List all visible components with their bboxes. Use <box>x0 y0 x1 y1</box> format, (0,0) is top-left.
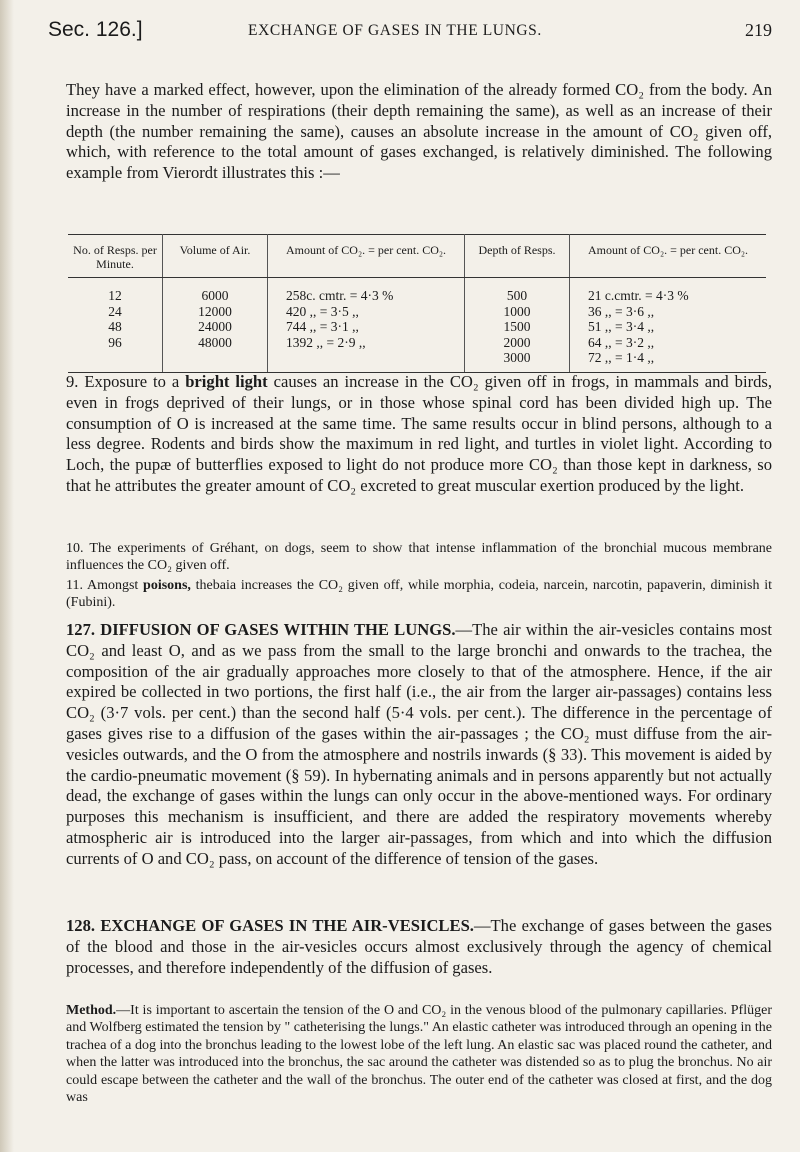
table-cell: 744 ,, = 3·1 ,, <box>268 319 465 335</box>
paragraph-text: thebaia increases the CO₂ given off, while morphia, codeia, narcein, narcotin, papaverin, diminish it (Fubini). <box>66 578 773 611</box>
table-cell: 6000 <box>163 278 268 304</box>
section-128 <box>66 916 772 978</box>
table-cell: 48 <box>68 319 163 335</box>
method-text: —It is important to ascertain the tension of the O and CO₂ in the venous blood of the pulmonary capillaries. Pflüger and Wolfberg estimated the tension by " catheterising the lungs." An elastic catheter was introduced through an opening in the trachea of a dog into the bronchus leading to the lowest lobe of the left lung. An elastic sac was placed round the catheter, and when the latter was introduced into the bronchus, the sac around the catheter was distended so as to plug the bronchus. No air could escape between the catheter and the wall of the bronchus. The outer end of the catheter was closed at first, and the dog was <box>66 1003 772 1106</box>
col-header-volume: Volume of Air. <box>163 235 268 278</box>
page-edge-shadow <box>0 0 14 1152</box>
col-header-resps: No. of Resps. per Minute. <box>68 235 163 278</box>
method-paragraph <box>66 1002 772 1106</box>
paragraph-text: causes an increase in the CO₂ given off in frogs, in mammals and birds, even in frogs deprived of their lungs, or in those whose spinal cord has been divided high up. The consumption of O is increased at the same time. The same results occur in blind persons, although to a less degree. Rodents and birds show the maximum in red light, and turtles in violet light. According to Loch, the pupæ of butterflies exposed to light do not produce more CO₂ than those kept in darkness, so that he attributes the greater amount of CO₂ excreted to great muscular exertion produced by the light. <box>66 372 773 495</box>
table-row <box>68 278 766 304</box>
table-cell <box>163 350 268 372</box>
table-cell: 51 ,, = 3·4 ,, <box>588 319 655 334</box>
running-title: EXCHANGE OF GASES IN THE LUNGS. <box>248 22 542 39</box>
section-heading: 127. DIFFUSION OF GASES WITHIN THE LUNGS. <box>66 620 456 639</box>
table-cell <box>68 350 163 372</box>
table-header-row <box>68 235 766 278</box>
intro-paragraph: They have a marked effect, however, upon the elimination of the already formed CO₂ from the body. An increase in the number of respirations (their depth remaining the same), as well as an increase of their depth (the number remaining the same), causes an absolute increase in the amount of CO₂ given off, which, with reference to the total amount of gases exchanged, is relatively diminished. The following example from Vierordt illustrates this :— <box>66 80 772 183</box>
running-header <box>48 18 772 48</box>
table-cell: 1000 <box>465 304 570 320</box>
page-number: 219 <box>745 20 772 40</box>
table-cell: 96 <box>68 335 163 351</box>
bold-term: poisons, <box>143 578 191 593</box>
table-row <box>68 335 766 351</box>
paragraph-lead: 11. Amongst <box>66 578 144 593</box>
col-header-amount-1: Amount of CO₂. = per cent. CO₂. <box>268 235 465 278</box>
table-cell: 500 <box>465 278 570 304</box>
paragraph-10: 10. The experiments of Gréhant, on dogs, seem to show that intense inflammation of the bronchial mucous membrane influences the CO₂ given off. <box>66 541 772 574</box>
table-cell: 258c. cmtr. = 4·3 % <box>268 278 465 304</box>
bold-term: bright light <box>185 372 268 391</box>
section-heading: 128. EXCHANGE OF GASES IN THE AIR-VESICLES. <box>66 916 474 935</box>
method-label: Method. <box>66 1003 117 1018</box>
section-text: —The air within the air-vesicles contains most CO₂ and least O, and as we pass from the small to the large bronchi and onwards to the trachea, the composition of the air gradually approaches more closely to that of the atmosphere. Hence, if the air expired be collected in two portions, the first half (i.e., the air from the larger air-passages) contains less CO₂ (3·7 vols. per cent.) than the second half (5·4 vols. per cent.). The difference in the percentage of gases gives rise to a diffusion of the gases within the air-passages ; the CO₂ must diffuse from the air-vesicles outwards, and the O from the atmosphere and nostrils inwards (§ 33). This movement is aided by the cardio-pneumatic movement (§ 59). In hybernating animals and in persons apparently but not actually dead, the exchange of gases within the lungs can only occur in the above-mentioned ways. For ordinary purposes this mechanism is insufficient, and there are added the respiratory movements whereby atmospheric air is introduced into the larger air-passages, from which and into which the diffusion currents of O and CO₂ pass, on account of the difference of tension of the gases. <box>66 620 772 868</box>
table-cell: 24 <box>68 304 163 320</box>
table-cell: 72 ,, = 1·4 ,, <box>570 350 767 372</box>
table-cell <box>268 350 465 372</box>
col-header-depth: Depth of Resps. <box>465 235 570 278</box>
col-header-amount-2: Amount of CO₂. = per cent. CO₂. <box>570 235 767 278</box>
table-cell: 48000 <box>163 335 268 351</box>
section-reference: Sec. 126.] <box>48 18 143 41</box>
vierordt-table <box>68 234 766 373</box>
table-cell: 21 c.cmtr. = 4·3 % <box>588 288 689 303</box>
table-cell: 36 ,, = 3·6 ,, <box>588 303 655 319</box>
paragraph-11 <box>66 577 772 612</box>
section-127 <box>66 620 772 870</box>
table-cell: 1500 <box>465 319 570 335</box>
table-cell: 64 ,, = 3·2 ,, <box>588 334 655 350</box>
table-cell: 2000 <box>465 335 570 351</box>
table-cell: 12000 <box>163 304 268 320</box>
table-cell: 1392 ,, = 2·9 ,, <box>268 335 465 351</box>
table-row <box>68 350 766 372</box>
table-cell: 24000 <box>163 319 268 335</box>
paragraph-9 <box>66 372 772 497</box>
table-cell: 3000 <box>465 350 570 372</box>
table-row <box>68 319 766 335</box>
table-row <box>68 304 766 320</box>
section-text: —The exchange of gases between the gases of the blood and those in the air-vesicles occurs almost exclusively through the agency of chemical processes, and therefore independently of the diffusion of gases. <box>66 916 772 977</box>
table-cell: 12 <box>68 278 163 304</box>
table-cell: 420 ,, = 3·5 ,, <box>268 304 465 320</box>
paragraph-lead: Exposure to a <box>84 372 186 391</box>
paragraph-number: 9. <box>66 372 79 391</box>
